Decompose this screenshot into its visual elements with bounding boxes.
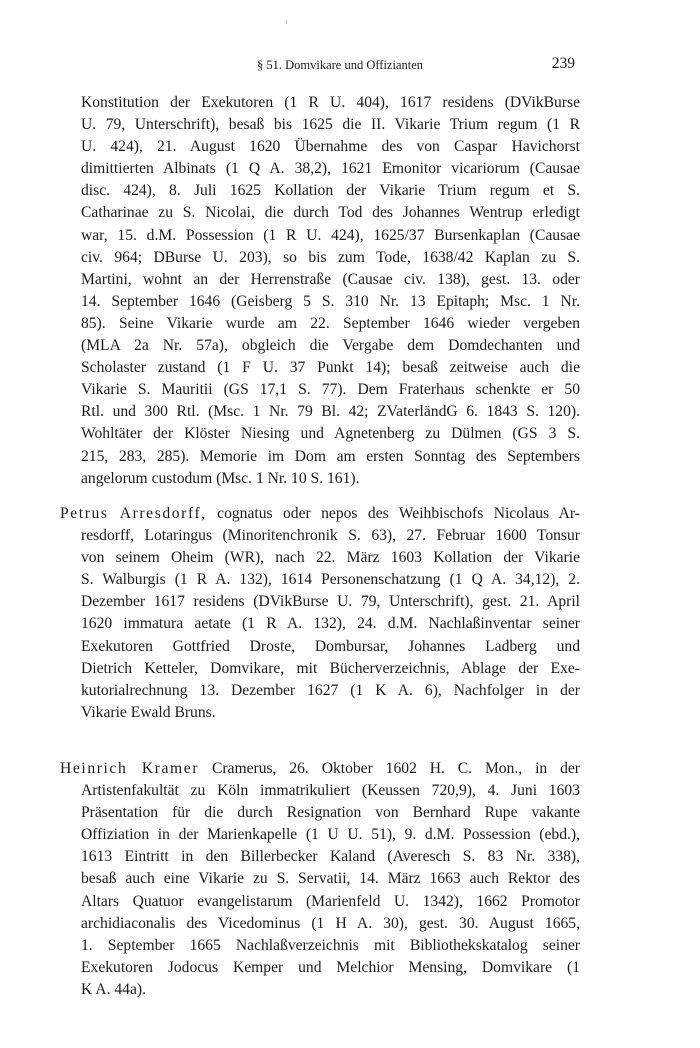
text-line: archidiaconalis des Vicedominus (1 H A. 30), gest. 30. August 1665, <box>81 914 580 932</box>
text-line: Dietrich Ketteler, Domvikare, mit Bücherverzeichnis, Ablage der Exe- <box>81 659 580 677</box>
person-name: Heinrich Kramer <box>60 760 200 777</box>
text-line: U. 424), 21. August 1620 Übernahme des von Caspar Havichorst <box>81 138 580 156</box>
text-line: kutorialrechnung 13. Dezember 1627 (1 K A. 6), Nachfolger in der <box>81 681 580 699</box>
text-line: Dezember 1617 residens (DVikBurse U. 79, Unterschrift), gest. 21. April <box>81 593 580 611</box>
text-line: Scholaster zustand (1 F U. 37 Punkt 14); besaß zeitweise auch die <box>81 359 580 377</box>
entry-first-line <box>60 758 580 780</box>
text-line: (MLA 2a Nr. 57a), obgleich die Vergabe dem Domdechanten und <box>81 337 580 355</box>
text-line: dimittierten Albinats (1 Q A. 38,2), 1621 Emonitor vicariorum (Causae <box>81 160 580 178</box>
text-line: K A. 44a). <box>81 980 146 998</box>
text-line: S. Walburgis (1 R A. 132), 1614 Personenschatzung (1 Q A. 34,12), 2. <box>81 571 580 589</box>
text-line: Präsentation für die durch Resignation von Bernhard Rupe vakante <box>81 804 580 822</box>
text-line: 215, 283, 285). Memorie im Dom am ersten Sonntag des Septembers <box>81 447 580 465</box>
running-header <box>60 55 680 75</box>
text-line: Wohltäter der Klöster Niesing und Agnetenberg zu Dülmen (GS 3 S. <box>81 425 580 443</box>
text-line: Vikarie Ewald Bruns. <box>81 703 216 721</box>
text-line: resdorff, Lotaringus (Minoritenchronik S. 63), 27. Februar 1600 Tonsur <box>81 527 580 545</box>
text-line: U. 79, Unterschrift), besaß bis 1625 die II. Vikarie Trium regum (1 R <box>81 116 580 134</box>
text-line: 14. September 1646 (Geisberg 5 S. 310 Nr. 13 Epitaph; Msc. 1 Nr. <box>81 292 580 310</box>
entry-petrus-arresdorff <box>60 503 580 724</box>
text-line: 1613 Eintritt in den Billerbecker Kaland (Averesch S. 83 Nr. 338), <box>81 848 580 866</box>
text-line: besaß auch eine Vikarie zu S. Servatii, 14. März 1663 auch Rektor des <box>81 870 580 888</box>
text-line: Altars Quatuor evangelistarum (Marienfeld U. 1342), 1662 Promotor <box>81 892 580 910</box>
running-head-title: § 51. Domvikare und Offizianten <box>256 58 424 72</box>
text-line: Exekutoren Jodocus Kemper und Melchior Mensing, Domvikare (1 <box>81 958 580 976</box>
text-line: 1620 immatura aetate (1 R A. 132), 24. d.M. Nachlaßinventar seiner <box>81 615 580 633</box>
text-line: Martini, wohnt an der Herrenstraße (Causae civ. 138), gest. 13. oder <box>81 270 580 288</box>
text-line: cognatus oder nepos des Weihbischofs Nicolaus Ar- <box>206 505 581 522</box>
page-number: 239 <box>551 55 575 72</box>
entry-first-line <box>60 503 580 525</box>
text-line: angelorum custodum (Msc. 1 Nr. 10 S. 161). <box>81 469 360 487</box>
text-line: Konstitution der Exekutoren (1 R U. 404), 1617 residens (DVikBurse <box>81 94 580 111</box>
text-line: Artistenfakultät zu Köln immatrikuliert (Keussen 720,9), 4. Juni 1603 <box>81 782 580 800</box>
text-line: von seinem Oheim (WR), nach 22. März 1603 Kollation der Vikarie <box>81 549 580 567</box>
text-line: 85). Seine Vikarie wurde am 22. September 1646 wieder vergeben <box>81 314 580 332</box>
text-line: Offiziation in der Marienkapelle (1 U U. 51), 9. d.M. Possession (ebd.), <box>81 826 580 844</box>
text-line: war, 15. d.M. Possession (1 R U. 424), 1625/37 Bursenkaplan (Causae <box>81 226 580 244</box>
text-line: 1. September 1665 Nachlaßverzeichnis mit Bibliothekskatalog seiner <box>81 936 580 954</box>
text-line: Vikarie S. Mauritii (GS 17,1 S. 77). Dem Fraterhaus schenkte er 50 <box>81 381 580 399</box>
entry-heinrich-kramer <box>60 758 580 1001</box>
text-line: civ. 964; DBurse U. 203), so bis zum Tode, 1638/42 Kaplan zu S. <box>81 248 580 266</box>
text-line: Cramerus, 26. Oktober 1602 H. C. Mon., in der <box>199 760 580 777</box>
text-line: disc. 424), 8. Juli 1625 Kollation der Vikarie Trium regum et S. <box>81 182 580 200</box>
page-mark <box>286 20 287 24</box>
entry-continuation <box>60 92 580 490</box>
text-line: Rtl. und 300 Rtl. (Msc. 1 Nr. 79 Bl. 42; ZVaterländG 6. 1843 S. 120). <box>81 403 580 421</box>
person-name: Petrus Arresdorff, <box>60 505 207 522</box>
text-line: Catharinae zu S. Nicolai, die durch Tod des Johannes Wentrup erledigt <box>81 204 580 222</box>
text-line: Exekutoren Gottfried Droste, Dombursar, Johannes Ladberg und <box>81 637 580 655</box>
